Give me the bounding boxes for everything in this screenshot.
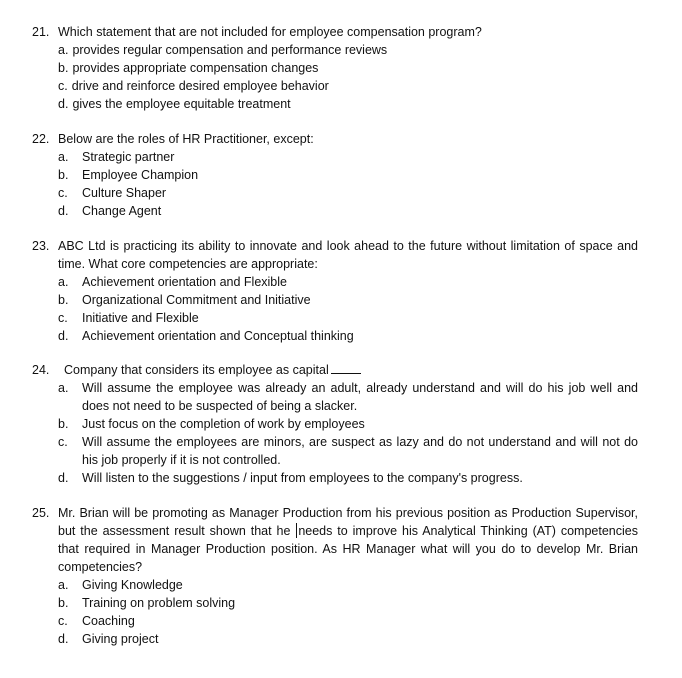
- option-letter: c.: [58, 311, 68, 325]
- option-text: Change Agent: [82, 204, 162, 218]
- option-letter: b.: [58, 596, 69, 610]
- question-text-wrapper: [64, 361, 638, 379]
- option-letter: c.: [58, 79, 68, 93]
- option-text: provides regular compensation and performance reviews: [72, 43, 388, 57]
- option-text: Coaching: [82, 614, 135, 628]
- option-letter: a.: [58, 381, 69, 395]
- question-22: [32, 130, 638, 220]
- question-text: Below are the roles of HR Practitioner, except:: [58, 132, 314, 146]
- option-d: [32, 202, 638, 220]
- option-list: [32, 273, 638, 345]
- option-c: [32, 184, 638, 202]
- option-list: [32, 41, 638, 113]
- option-c: [32, 309, 638, 327]
- option-letter: d.: [58, 204, 69, 218]
- question-23: [32, 237, 638, 345]
- option-letter: a.: [58, 275, 69, 289]
- option-b: [32, 166, 638, 184]
- question-text: Company that considers its employee as capital: [64, 363, 329, 377]
- option-list: [32, 379, 638, 487]
- question-number: 23.: [32, 239, 50, 253]
- question-number: 24.: [32, 363, 50, 377]
- option-letter: c.: [58, 435, 68, 449]
- option-d: [32, 327, 638, 345]
- option-text: gives the employee equitable treatment: [72, 97, 291, 111]
- option-d: [32, 630, 638, 648]
- option-letter: b.: [58, 61, 69, 75]
- option-text: Initiative and Flexible: [82, 311, 199, 325]
- question-text-after-cursor: needs to improve his Analytical Thinking (AT) competencies that required in Manager Production position. As HR Manager what will you do to develop Mr. Brian competencies?: [58, 524, 638, 574]
- option-letter: a.: [58, 578, 69, 592]
- option-letter: d.: [58, 329, 69, 343]
- option-c: [32, 433, 638, 469]
- option-a: [32, 379, 638, 415]
- option-b: [32, 594, 638, 612]
- option-text: Giving project: [82, 632, 159, 646]
- question-number: 22.: [32, 132, 50, 146]
- question-number: 21.: [32, 25, 50, 39]
- option-letter: b.: [58, 168, 69, 182]
- option-text: Will assume the employees are minors, are suspect as lazy and do not understand and will not do his job properly if it is not controlled.: [82, 435, 638, 467]
- option-text: Achievement orientation and Flexible: [82, 275, 287, 289]
- option-d: [32, 469, 638, 487]
- option-b: [32, 415, 638, 433]
- option-letter: b.: [58, 417, 69, 431]
- option-letter: d.: [58, 97, 69, 111]
- option-d: [32, 95, 638, 113]
- option-text: Organizational Commitment and Initiative: [82, 293, 311, 307]
- option-text: Will assume the employee was already an adult, already understand and will do his job well and does not need to be suspected of being a slacker.: [82, 381, 638, 413]
- question-text-before-cursor: Mr. Brian will be promoting as Manager Production from his previous position as Production Supervisor, but the assessment result shown that he: [58, 506, 638, 538]
- option-text: provides appropriate compensation changes: [72, 61, 319, 75]
- option-text: Giving Knowledge: [82, 578, 183, 592]
- option-text: Will listen to the suggestions / input from employees to the company's progress.: [82, 471, 523, 485]
- option-a: [32, 41, 638, 59]
- option-letter: d.: [58, 632, 69, 646]
- question-text: ABC Ltd is practicing its ability to innovate and look ahead to the future without limitation of space and time. What core competencies are appropriate:: [58, 239, 638, 271]
- option-c: [32, 612, 638, 630]
- option-b: [32, 291, 638, 309]
- option-text: Achievement orientation and Conceptual thinking: [82, 329, 354, 343]
- option-b: [32, 59, 638, 77]
- question-number: 25.: [32, 506, 50, 520]
- document-body: [32, 23, 638, 648]
- option-a: [32, 576, 638, 594]
- answer-blank: [331, 362, 361, 374]
- option-letter: a.: [58, 150, 69, 164]
- option-text: Employee Champion: [82, 168, 199, 182]
- option-list: [32, 576, 638, 648]
- option-text: Strategic partner: [82, 150, 175, 164]
- option-list: [32, 148, 638, 220]
- question-24: [32, 361, 638, 487]
- option-text: Training on problem solving: [82, 596, 236, 610]
- option-a: [32, 148, 638, 166]
- option-letter: a.: [58, 43, 69, 57]
- option-letter: d.: [58, 471, 69, 485]
- option-letter: c.: [58, 186, 68, 200]
- option-letter: c.: [58, 614, 68, 628]
- option-c: [32, 77, 638, 95]
- option-text: Culture Shaper: [82, 186, 167, 200]
- option-text: drive and reinforce desired employee behavior: [71, 79, 329, 93]
- question-text: Which statement that are not included for employee compensation program?: [58, 25, 482, 39]
- option-text: Just focus on the completion of work by employees: [82, 417, 365, 431]
- question-21: [32, 23, 638, 113]
- question-text-wrapper[interactable]: [58, 504, 638, 576]
- option-letter: b.: [58, 293, 69, 307]
- option-a: [32, 273, 638, 291]
- question-25: [32, 504, 638, 648]
